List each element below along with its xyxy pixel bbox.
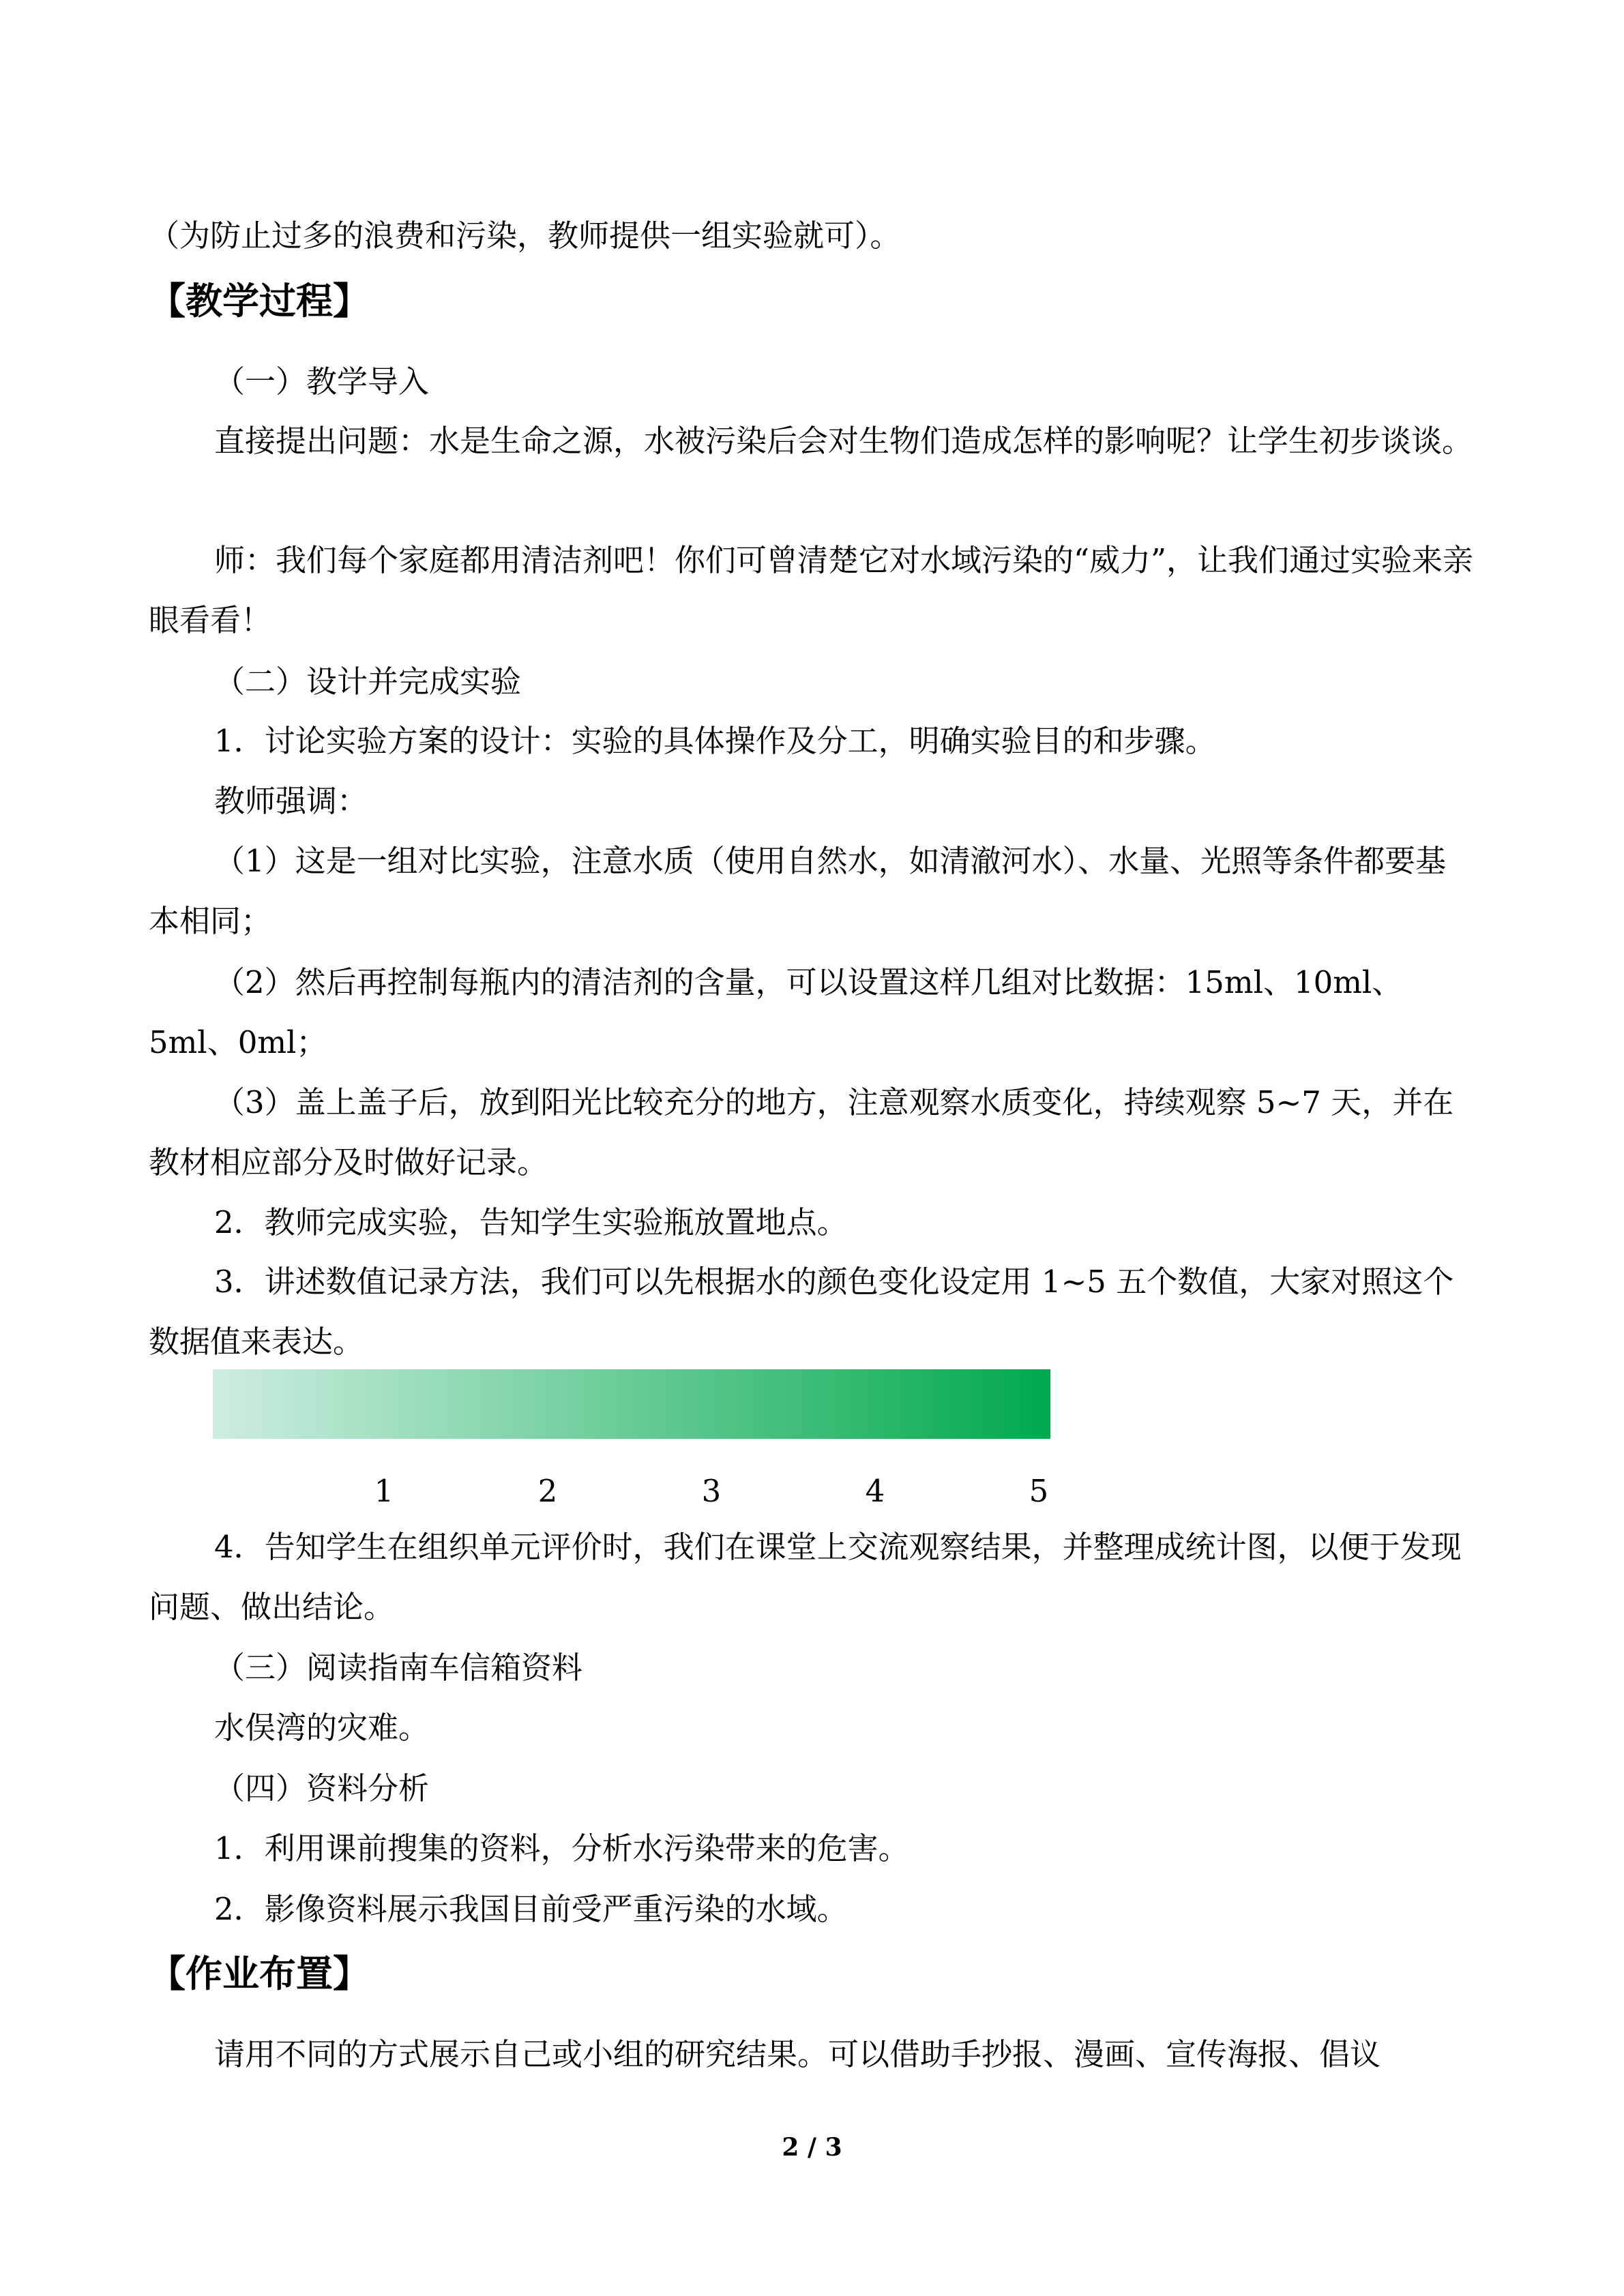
heading-homework: 【作业布置】 <box>149 1952 370 1995</box>
emphasis-item-3: （3）盖上盖子后，放到阳光比较充分的地方，注意观察水质变化，持续观察 5~7 天，并在教材相应部分及时做好记录。 <box>149 1084 1454 1180</box>
scale-label-2: 2 <box>537 1473 558 1509</box>
analysis-item-2: 2．影像资料展示我国目前受严重污染的水域。 <box>214 1891 848 1927</box>
homework-text: 请用不同的方式展示自己或小组的研究结果。可以借助手抄报、漫画、宣传海报、倡议 <box>214 2036 1381 2072</box>
reading-material: 水俣湾的灾难。 <box>214 1710 430 1746</box>
color-scale-bar <box>213 1369 1050 1439</box>
section-title-3: （三）阅读指南车信箱资料 <box>214 1650 583 1686</box>
section-title-2: （二）设计并完成实验 <box>214 664 522 700</box>
step-3: 3．讲述数值记录方法，我们可以先根据水的颜色变化设定用 1~5 五个数值，大家对照这个数据值来表达。 <box>149 1264 1454 1360</box>
heading-teaching-process: 【教学过程】 <box>149 280 370 323</box>
teacher-emphasis: 教师强调： <box>214 783 368 819</box>
section-title-4: （四）资料分析 <box>214 1770 430 1806</box>
step-1: 1．讨论实验方案的设计：实验的具体操作及分工，明确实验目的和步骤。 <box>214 723 1216 759</box>
emphasis-item-2: （2）然后再控制每瓶内的清洁剂的含量，可以设置这样几组对比数据：15ml、10ml、5ml、0ml； <box>149 964 1403 1060</box>
emphasis-item-1: （1）这是一组对比实验，注意水质（使用自然水，如清澈河水）、水量、光照等条件都要基本相同； <box>149 843 1447 939</box>
scale-label-1: 1 <box>374 1473 394 1509</box>
section-title-1: （一）教学导入 <box>214 363 430 400</box>
step-4: 4．告知学生在组织单元评价时，我们在课堂上交流观察结果，并整理成统计图，以便于发现问题、做出结论。 <box>149 1529 1462 1625</box>
page-number: 2 / 3 <box>782 2133 842 2162</box>
analysis-item-1: 1．利用课前搜集的资料，分析水污染带来的危害。 <box>214 1830 909 1866</box>
scale-label-4: 4 <box>865 1473 885 1509</box>
step-2: 2．教师完成实验，告知学生实验瓶放置地点。 <box>214 1204 848 1240</box>
intro-note: （为防止过多的浪费和污染，教师提供一组实验就可）。 <box>149 218 901 254</box>
paragraph-question: 直接提出问题：水是生命之源，水被污染后会对生物们造成怎样的影响呢？让学生初步谈谈。 <box>214 423 1473 459</box>
scale-label-5: 5 <box>1029 1473 1049 1509</box>
paragraph-teacher-intro: 师：我们每个家庭都用清洁剂吧！你们可曾清楚它对水域污染的“威力”，让我们通过实验来亲眼看看！ <box>149 542 1474 638</box>
scale-label-3: 3 <box>701 1473 722 1509</box>
